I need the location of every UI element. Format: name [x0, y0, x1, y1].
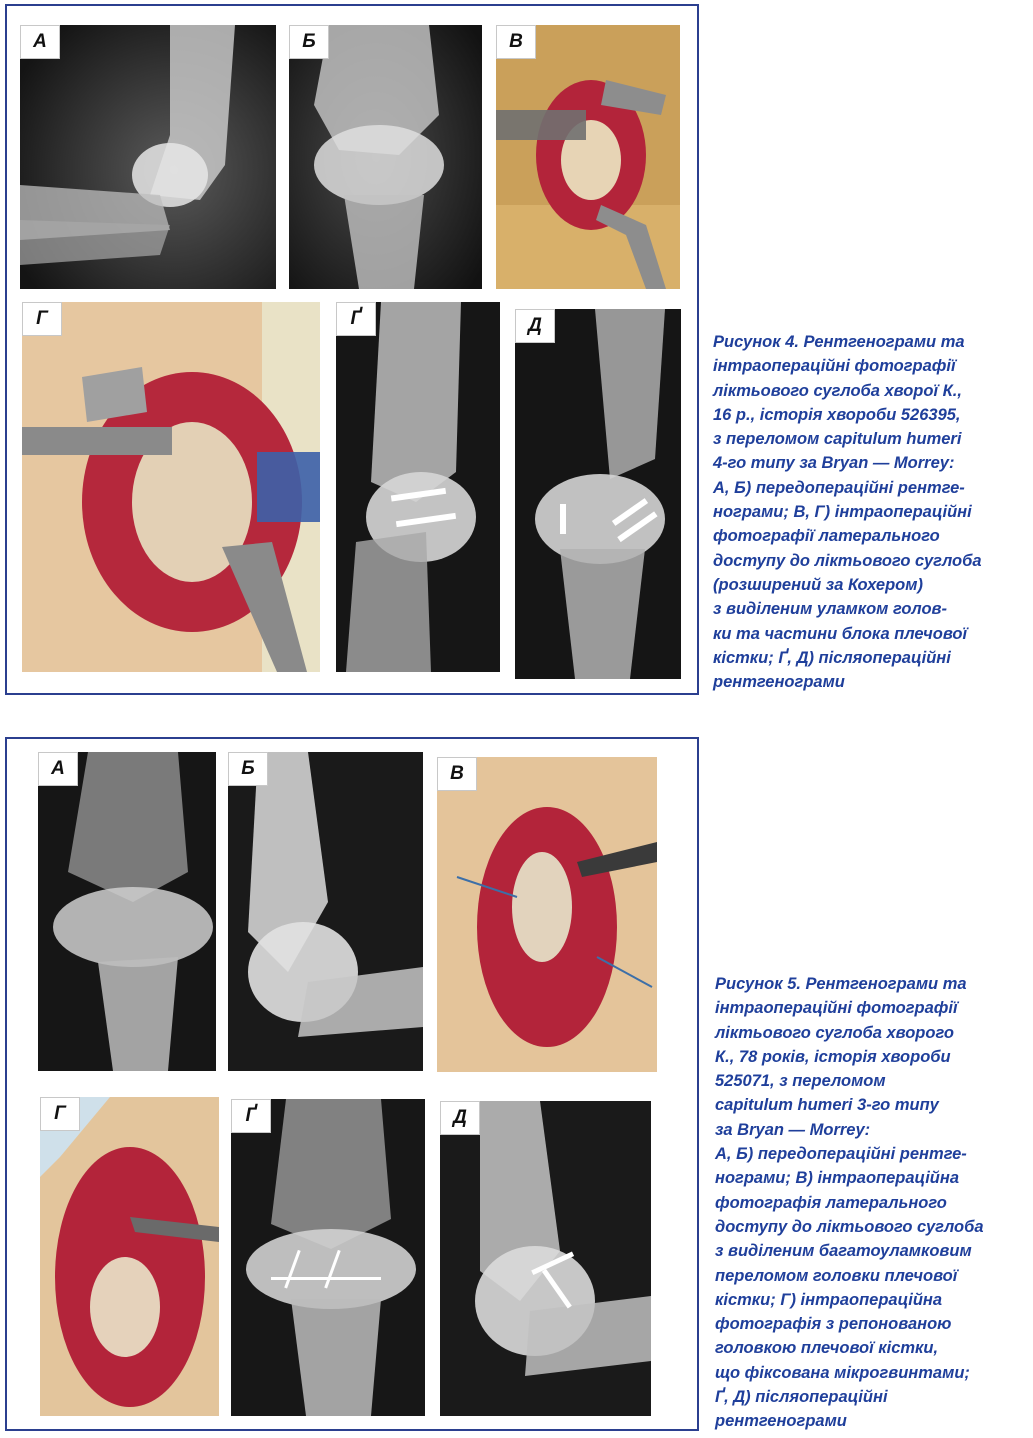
fig5-panel-a-xray: [38, 752, 216, 1071]
caption-line: доступу до ліктьового суглоба: [713, 551, 982, 570]
fig5-label-gg: Ґ: [231, 1099, 271, 1133]
caption-line: ки та частини блока плечової: [713, 624, 968, 643]
figure-5-caption: [715, 972, 984, 1434]
caption-line: головкою плечової кістки,: [715, 1339, 939, 1358]
fig5-label-a: А: [38, 752, 78, 786]
fig5-panel-b-xray: [228, 752, 423, 1071]
caption-line: 525071, з переломом: [715, 1072, 886, 1091]
xray-image: [289, 25, 482, 289]
caption-line: кістки; Ґ, Д) післяопераційні: [713, 648, 951, 667]
intraoperative-photo: [22, 302, 320, 672]
caption-line: з виділеним уламком голов-: [713, 600, 948, 619]
caption-line: інтраопераційні фотографії: [713, 357, 956, 376]
caption-line: Ґ, Д) післяопераційні: [715, 1388, 888, 1407]
caption-line: нограми; В) інтраопераційна: [715, 1169, 959, 1188]
caption-line: ліктьового суглоба хворого: [715, 1023, 954, 1042]
fig4-panel-v-photo: [496, 25, 680, 289]
fig4-panel-d-xray: [515, 309, 681, 679]
fig5-panel-v-photo: [437, 757, 657, 1072]
fig4-label-g: Г: [22, 302, 62, 336]
xray-image: [231, 1099, 425, 1416]
fig4-label-b: Б: [289, 25, 329, 59]
fig4-label-gg: Ґ: [336, 302, 376, 336]
caption-line: А, Б) передопераційні рентге-: [715, 1145, 967, 1164]
fig4-panel-gg-xray: [336, 302, 500, 672]
caption-line: з переломом capitulum humeri: [713, 430, 962, 449]
caption-line: К., 78 років, історія хвороби: [715, 1047, 951, 1066]
caption-line: фотографії латерального: [713, 527, 940, 546]
fig5-label-b: Б: [228, 752, 268, 786]
fig5-label-g: Г: [40, 1097, 80, 1131]
fig5-panel-g-photo: [40, 1097, 219, 1416]
caption-line: Рисунок 5. Рентгенограми та: [715, 975, 967, 993]
intraoperative-photo: [40, 1097, 219, 1416]
caption-line: рентгенограми: [713, 673, 845, 692]
caption-line: capitulum humeri 3-го типу: [715, 1096, 939, 1115]
caption-line: 4-го типу за Bryan — Morrey:: [713, 454, 955, 473]
caption-line: фотографія латерального: [715, 1193, 947, 1212]
fig4-label-a: А: [20, 25, 60, 59]
caption-line: А, Б) передопераційні рентге-: [713, 478, 965, 497]
caption-line: (розширений за Кохером): [713, 575, 923, 594]
caption-line: фотографія з репонованою: [715, 1315, 952, 1334]
fig5-label-v: В: [437, 757, 477, 791]
caption-line: нограми; В, Г) інтраопераційні: [713, 503, 972, 522]
intraoperative-photo: [496, 25, 680, 289]
caption-line: з виділеним багатоуламковим: [715, 1242, 972, 1261]
fig5-label-d: Д: [440, 1101, 480, 1135]
fig4-label-d: Д: [515, 309, 555, 343]
caption-line: інтраопераційні фотографії: [715, 999, 958, 1018]
xray-image: [515, 309, 681, 679]
xray-image: [228, 752, 423, 1071]
caption-line: рентгенограми: [715, 1412, 847, 1431]
fig5-panel-d-xray: [440, 1101, 651, 1416]
xray-image: [20, 25, 276, 289]
caption-line: 16 р., історія хвороби 526395,: [713, 405, 961, 424]
caption-line: кістки; Г) інтраопераційна: [715, 1290, 943, 1309]
xray-image: [440, 1101, 651, 1416]
caption-line: що фіксована мікрогвинтами;: [715, 1363, 970, 1382]
figure-4-caption: [713, 330, 982, 694]
xray-image: [336, 302, 500, 672]
fig4-panel-b-xray: [289, 25, 482, 289]
fig5-panel-gg-xray: [231, 1099, 425, 1416]
caption-line: ліктьового суглоба хворої К.,: [713, 381, 962, 400]
xray-image: [38, 752, 216, 1071]
caption-line: переломом головки плечової: [715, 1266, 958, 1285]
caption-line: за Bryan — Morrey:: [715, 1120, 871, 1139]
fig4-label-v: В: [496, 25, 536, 59]
intraoperative-photo: [437, 757, 657, 1072]
caption-line: доступу до ліктьового суглоба: [715, 1217, 984, 1236]
fig4-panel-g-photo: [22, 302, 320, 672]
caption-line: Рисунок 4. Рентгенограми та: [713, 333, 965, 351]
fig4-panel-a-xray: [20, 25, 276, 289]
